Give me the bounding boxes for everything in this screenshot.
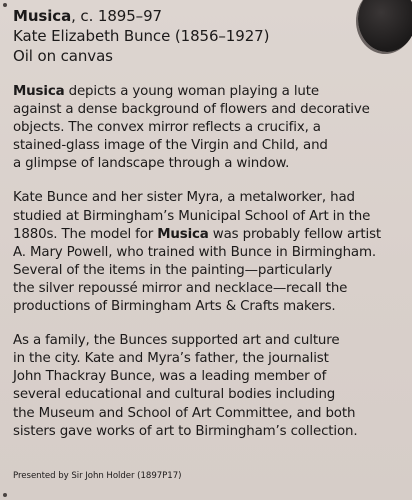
description-paragraph-3: As a family, the Bunces supported art and culture in the city. Kate and Myra’s father, the journalist John Thackray Bunce, was a leading member of several educational and cultural bodies including the Museum and School of Art Committee, and both sisters gave works of art to Birmingham’s collection. <box>13 333 358 439</box>
title-line <box>13 6 409 26</box>
pin-dot-icon <box>3 493 7 497</box>
description-paragraph-2: Kate Bunce and her sister Myra, a metalworker, had studied at Birmingham’s Municipal School of Art in the 1880s. The model for Musica was probably fellow artist A. Mary Powell, who trained with Bunce in Birmingham. Several of the items in the painting—particularly the silver repoussé mirror and necklace—recall the productions of Birmingham Arts & Crafts makers. <box>13 190 382 315</box>
artwork-title: Musica <box>13 7 72 25</box>
medium-line: Oil on canvas <box>13 47 113 65</box>
description-paragraph-1: Musica depicts a young woman playing a lute against a dense background of flowers and decorative objects. The convex mirror reflects a crucifix, a stained-glass image of the Virgin and Child, and a glimpse of landscape through a window. <box>13 84 370 172</box>
pin-dot-icon <box>3 3 7 7</box>
label-text <box>13 6 409 441</box>
title-mention: Musica <box>157 226 209 242</box>
credit-line: Presented by Sir John Holder (1897P17) <box>13 471 182 481</box>
title-mention: Musica <box>13 84 65 99</box>
artwork-date: , c. 1895–97 <box>71 7 162 25</box>
artist-line: Kate Elizabeth Bunce (1856–1927) <box>13 27 270 45</box>
